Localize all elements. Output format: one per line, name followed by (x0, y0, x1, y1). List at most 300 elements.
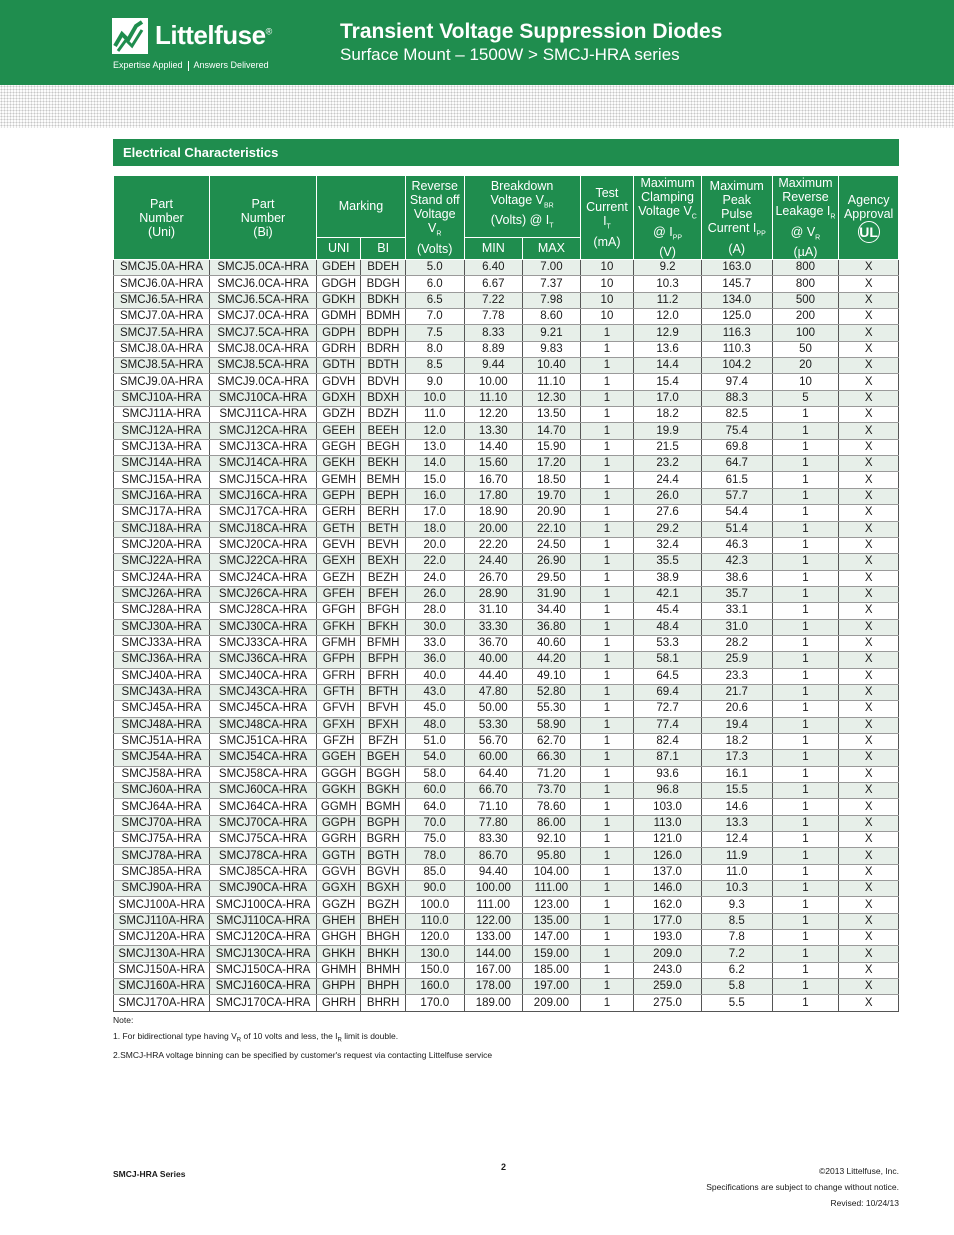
table-cell: SMCJ70CA-HRA (209, 815, 316, 831)
table-cell: X (839, 652, 899, 668)
table-cell: X (839, 260, 899, 276)
table-cell: 64.40 (464, 766, 523, 782)
table-cell: 96.8 (634, 783, 702, 799)
table-cell: 55.30 (523, 701, 581, 717)
table-cell: SMCJ9.0A-HRA (114, 374, 210, 390)
table-cell: 48.4 (634, 619, 702, 635)
table-cell: 1 (772, 750, 839, 766)
table-cell: SMCJ75A-HRA (114, 832, 210, 848)
col-vr: Reverse Stand off Voltage $V_R$ (Volts) (405, 176, 464, 260)
table-cell: GHPH (317, 979, 361, 995)
table-cell: 18.50 (523, 472, 581, 488)
table-cell: 167.00 (464, 962, 523, 978)
table-cell: BGZH (361, 897, 405, 913)
table-cell: 13.6 (634, 341, 702, 357)
table-cell: X (839, 537, 899, 553)
table-cell: 24.4 (634, 472, 702, 488)
table-cell: 10 (580, 276, 634, 292)
table-cell: 10.3 (701, 881, 772, 897)
table-cell: GGMH (317, 799, 361, 815)
table-cell: X (839, 570, 899, 586)
table-cell: 31.90 (523, 586, 581, 602)
table-cell: GGXH (317, 881, 361, 897)
table-cell: 71.10 (464, 799, 523, 815)
table-cell: 24.40 (464, 554, 523, 570)
table-cell: BDRH (361, 341, 405, 357)
table-cell: 36.70 (464, 635, 523, 651)
ul-recognized-icon: UL (858, 221, 880, 243)
table-cell: 1 (772, 488, 839, 504)
table-cell: SMCJ22CA-HRA (209, 554, 316, 570)
table-cell: 163.0 (701, 260, 772, 276)
table-cell: X (839, 668, 899, 684)
table-row (114, 619, 899, 635)
table-cell: 134.0 (701, 292, 772, 308)
table-cell: 15.4 (634, 374, 702, 390)
table-cell: BEPH (361, 488, 405, 504)
table-cell: 12.4 (701, 832, 772, 848)
table-cell: 44.40 (464, 668, 523, 684)
table-cell: SMCJ12A-HRA (114, 423, 210, 439)
table-cell: BETH (361, 521, 405, 537)
table-cell: BEGH (361, 439, 405, 455)
table-cell: 52.80 (523, 684, 581, 700)
footer-series: SMCJ-HRA Series (113, 1169, 186, 1179)
table-cell: 90.0 (405, 881, 464, 897)
table-cell: 147.00 (523, 930, 581, 946)
table-row (114, 897, 899, 913)
table-cell: SMCJ28A-HRA (114, 603, 210, 619)
table-cell: 14.40 (464, 439, 523, 455)
table-cell: SMCJ8.5CA-HRA (209, 358, 316, 374)
table-cell: 87.1 (634, 750, 702, 766)
table-cell: 14.6 (701, 799, 772, 815)
table-cell: 146.0 (634, 881, 702, 897)
table-row (114, 570, 899, 586)
table-cell: GGKH (317, 783, 361, 799)
table-cell: 111.00 (523, 881, 581, 897)
table-cell: SMCJ130CA-HRA (209, 946, 316, 962)
table-row (114, 701, 899, 717)
table-cell: 1 (580, 603, 634, 619)
table-cell: 20.00 (464, 521, 523, 537)
table-cell: 110.0 (405, 913, 464, 929)
table-cell: X (839, 505, 899, 521)
table-cell: SMCJ54A-HRA (114, 750, 210, 766)
table-cell: 14.0 (405, 456, 464, 472)
table-cell: X (839, 521, 899, 537)
table-cell: BFMH (361, 635, 405, 651)
table-cell: BGVH (361, 864, 405, 880)
table-cell: 275.0 (634, 995, 702, 1011)
table-cell: BFPH (361, 652, 405, 668)
table-cell: 85.0 (405, 864, 464, 880)
table-cell: SMCJ54CA-HRA (209, 750, 316, 766)
table-cell: SMCJ16A-HRA (114, 488, 210, 504)
table-cell: SMCJ170A-HRA (114, 995, 210, 1011)
table-cell: SMCJ11A-HRA (114, 407, 210, 423)
table-cell: 113.0 (634, 815, 702, 831)
table-cell: BHRH (361, 995, 405, 1011)
table-cell: SMCJ120A-HRA (114, 930, 210, 946)
table-cell: SMCJ160CA-HRA (209, 979, 316, 995)
table-cell: 83.30 (464, 832, 523, 848)
table-cell: BDMH (361, 309, 405, 325)
col-vc: Maximum Clamping Voltage $V_C$ @ $I_{PP}$ (V) (634, 176, 702, 260)
table-row (114, 260, 899, 276)
table-cell: SMCJ14A-HRA (114, 456, 210, 472)
table-cell: BDTH (361, 358, 405, 374)
table-cell: SMCJ28CA-HRA (209, 603, 316, 619)
table-row (114, 439, 899, 455)
table-cell: SMCJ17CA-HRA (209, 505, 316, 521)
table-cell: 6.2 (701, 962, 772, 978)
table-cell: SMCJ150CA-HRA (209, 962, 316, 978)
table-cell: 30.0 (405, 619, 464, 635)
table-cell: 13.30 (464, 423, 523, 439)
table-cell: 18.90 (464, 505, 523, 521)
col-ir: Maximum Reverse Leakage $I_R$ @ $V_R$ (µA) (772, 176, 839, 260)
table-cell: 21.7 (701, 684, 772, 700)
table-cell: GFPH (317, 652, 361, 668)
table-cell: 12.20 (464, 407, 523, 423)
table-cell: 31.10 (464, 603, 523, 619)
table-cell: 71.20 (523, 766, 581, 782)
table-cell: 95.80 (523, 848, 581, 864)
page-number: 2 (501, 1162, 507, 1172)
table-cell: SMCJ48CA-HRA (209, 717, 316, 733)
table-cell: 1 (580, 619, 634, 635)
table-cell: 1 (580, 995, 634, 1011)
table-cell: SMCJ14CA-HRA (209, 456, 316, 472)
table-cell: 1 (772, 521, 839, 537)
table-cell: 1 (580, 848, 634, 864)
table-cell: 1 (580, 717, 634, 733)
table-cell: 1 (580, 783, 634, 799)
table-cell: GDEH (317, 260, 361, 276)
table-cell: SMCJ20CA-HRA (209, 537, 316, 553)
table-cell: 60.00 (464, 750, 523, 766)
table-cell: 1 (580, 472, 634, 488)
table-row (114, 423, 899, 439)
table-cell: 1 (580, 864, 634, 880)
table-row (114, 537, 899, 553)
table-cell: 7.0 (405, 309, 464, 325)
table-cell: 7.5 (405, 325, 464, 341)
table-cell: SMCJ36A-HRA (114, 652, 210, 668)
table-cell: 144.00 (464, 946, 523, 962)
table-cell: 23.2 (634, 456, 702, 472)
table-cell: 209.00 (523, 995, 581, 1011)
table-cell: 42.3 (701, 554, 772, 570)
table-cell: 10 (580, 260, 634, 276)
table-cell: 1 (580, 897, 634, 913)
table-cell: SMCJ48A-HRA (114, 717, 210, 733)
table-cell: 500 (772, 292, 839, 308)
table-cell: 73.70 (523, 783, 581, 799)
table-cell: 1 (772, 652, 839, 668)
table-cell: 93.6 (634, 766, 702, 782)
table-cell: 58.90 (523, 717, 581, 733)
table-cell: BFRH (361, 668, 405, 684)
table-cell: 1 (772, 570, 839, 586)
table-cell: SMCJ110CA-HRA (209, 913, 316, 929)
table-cell: 133.00 (464, 930, 523, 946)
table-cell: GDZH (317, 407, 361, 423)
table-cell: 27.6 (634, 505, 702, 521)
table-cell: 13.3 (701, 815, 772, 831)
table-cell: X (839, 358, 899, 374)
table-cell: 10 (580, 292, 634, 308)
table-cell: SMCJ13A-HRA (114, 439, 210, 455)
col-part-uni: Part Number (Uni) (114, 176, 210, 260)
table-cell: SMCJ24A-HRA (114, 570, 210, 586)
table-cell: SMCJ51A-HRA (114, 733, 210, 749)
table-cell: 66.30 (523, 750, 581, 766)
table-cell: SMCJ58A-HRA (114, 766, 210, 782)
table-cell: 185.00 (523, 962, 581, 978)
table-cell: 66.70 (464, 783, 523, 799)
table-cell: 1 (772, 766, 839, 782)
table-cell: SMCJ7.5A-HRA (114, 325, 210, 341)
table-row (114, 848, 899, 864)
table-cell: GDMH (317, 309, 361, 325)
table-cell: 50 (772, 341, 839, 357)
table-cell: 12.30 (523, 390, 581, 406)
table-cell: 170.0 (405, 995, 464, 1011)
table-cell: 10 (772, 374, 839, 390)
table-cell: 69.4 (634, 684, 702, 700)
table-cell: 17.3 (701, 750, 772, 766)
table-cell: 54.4 (701, 505, 772, 521)
table-cell: BGGH (361, 766, 405, 782)
table-cell: 5.8 (701, 979, 772, 995)
table-cell: 35.7 (701, 586, 772, 602)
table-cell: 9.44 (464, 358, 523, 374)
table-row (114, 652, 899, 668)
table-cell: SMCJ85CA-HRA (209, 864, 316, 880)
table-cell: GDRH (317, 341, 361, 357)
col-marking-uni: UNI (317, 237, 361, 259)
table-row (114, 505, 899, 521)
table-cell: 1 (580, 946, 634, 962)
table-cell: 70.0 (405, 815, 464, 831)
table-cell: 75.0 (405, 832, 464, 848)
table-cell: 15.90 (523, 439, 581, 455)
table-cell: 243.0 (634, 962, 702, 978)
table-cell: GGGH (317, 766, 361, 782)
table-cell: 64.7 (701, 456, 772, 472)
table-cell: 1 (580, 930, 634, 946)
table-cell: 16.0 (405, 488, 464, 504)
table-cell: 121.0 (634, 832, 702, 848)
table-cell: GEGH (317, 439, 361, 455)
table-cell: 31.0 (701, 619, 772, 635)
table-cell: 11.2 (634, 292, 702, 308)
table-cell: 5.0 (405, 260, 464, 276)
table-cell: SMCJ130A-HRA (114, 946, 210, 962)
table-cell: BGMH (361, 799, 405, 815)
table-cell: 20.0 (405, 537, 464, 553)
table-cell: SMCJ12CA-HRA (209, 423, 316, 439)
table-cell: SMCJ11CA-HRA (209, 407, 316, 423)
table-cell: SMCJ9.0CA-HRA (209, 374, 316, 390)
table-cell: 53.3 (634, 635, 702, 651)
table-cell: 16.70 (464, 472, 523, 488)
table-cell: X (839, 603, 899, 619)
table-row (114, 456, 899, 472)
table-row (114, 325, 899, 341)
table-cell: 1 (580, 766, 634, 782)
table-cell: 1 (580, 881, 634, 897)
table-cell: GFZH (317, 733, 361, 749)
table-row (114, 276, 899, 292)
table-row (114, 603, 899, 619)
table-cell: 64.0 (405, 799, 464, 815)
table-cell: SMCJ26A-HRA (114, 586, 210, 602)
table-cell: BEZH (361, 570, 405, 586)
table-cell: 1 (580, 505, 634, 521)
table-cell: BFTH (361, 684, 405, 700)
table-cell: 24.0 (405, 570, 464, 586)
table-cell: 8.5 (405, 358, 464, 374)
notes-heading: Note: (113, 1015, 134, 1025)
table-cell: 1 (772, 897, 839, 913)
table-cell: 7.37 (523, 276, 581, 292)
table-cell: 130.0 (405, 946, 464, 962)
table-cell: GGEH (317, 750, 361, 766)
table-cell: BGEH (361, 750, 405, 766)
table-cell: SMCJ85A-HRA (114, 864, 210, 880)
table-cell: 11.0 (701, 864, 772, 880)
table-cell: 100.00 (464, 881, 523, 897)
table-cell: X (839, 325, 899, 341)
table-cell: 145.7 (701, 276, 772, 292)
table-cell: 77.80 (464, 815, 523, 831)
table-cell: 1 (772, 505, 839, 521)
table-cell: 7.8 (701, 930, 772, 946)
table-cell: 38.6 (701, 570, 772, 586)
table-cell: GGPH (317, 815, 361, 831)
table-cell: SMCJ7.5CA-HRA (209, 325, 316, 341)
table-cell: BHKH (361, 946, 405, 962)
table-cell: BDKH (361, 292, 405, 308)
table-cell: 97.4 (701, 374, 772, 390)
table-cell: SMCJ15A-HRA (114, 472, 210, 488)
table-cell: 1 (772, 881, 839, 897)
table-cell: 33.1 (701, 603, 772, 619)
table-cell: 110.3 (701, 341, 772, 357)
table-cell: X (839, 815, 899, 831)
table-cell: GEPH (317, 488, 361, 504)
table-cell: BGRH (361, 832, 405, 848)
table-cell: 150.0 (405, 962, 464, 978)
table-cell: BHPH (361, 979, 405, 995)
table-row (114, 864, 899, 880)
table-cell: 1 (772, 439, 839, 455)
table-cell: 1 (580, 570, 634, 586)
table-cell: 47.80 (464, 684, 523, 700)
table-cell: SMCJ13CA-HRA (209, 439, 316, 455)
table-row (114, 946, 899, 962)
table-cell: BHGH (361, 930, 405, 946)
table-cell: 1 (772, 537, 839, 553)
table-cell: 1 (772, 946, 839, 962)
table-cell: 1 (580, 979, 634, 995)
table-cell: BDGH (361, 276, 405, 292)
table-cell: SMCJ100A-HRA (114, 897, 210, 913)
table-row (114, 799, 899, 815)
table-row (114, 407, 899, 423)
table-cell: 178.00 (464, 979, 523, 995)
table-cell: 1 (580, 554, 634, 570)
table-cell: 10 (580, 309, 634, 325)
table-cell: SMCJ22A-HRA (114, 554, 210, 570)
table-cell: X (839, 341, 899, 357)
table-cell: 1 (772, 423, 839, 439)
table-row (114, 684, 899, 700)
table-cell: BEEH (361, 423, 405, 439)
table-row (114, 962, 899, 978)
table-cell: 9.21 (523, 325, 581, 341)
table-cell: SMCJ8.0CA-HRA (209, 341, 316, 357)
table-cell: X (839, 472, 899, 488)
table-cell: 100.0 (405, 897, 464, 913)
table-cell: 36.80 (523, 619, 581, 635)
table-cell: 10.0 (405, 390, 464, 406)
col-agency: Agency Approval UL (839, 176, 899, 260)
table-cell: X (839, 913, 899, 929)
table-cell: 69.8 (701, 439, 772, 455)
table-cell: SMCJ40CA-HRA (209, 668, 316, 684)
table-cell: 1 (772, 407, 839, 423)
table-cell: X (839, 864, 899, 880)
table-row (114, 358, 899, 374)
table-cell: 1 (772, 701, 839, 717)
table-cell: 111.00 (464, 897, 523, 913)
table-cell: BFVH (361, 701, 405, 717)
col-marking-bi: BI (361, 237, 405, 259)
table-cell: SMCJ43CA-HRA (209, 684, 316, 700)
table-cell: 1 (772, 717, 839, 733)
table-cell: 21.5 (634, 439, 702, 455)
table-cell: SMCJ58CA-HRA (209, 766, 316, 782)
table-cell: 22.20 (464, 537, 523, 553)
table-cell: 45.4 (634, 603, 702, 619)
table-cell: 18.0 (405, 521, 464, 537)
table-cell: SMCJ7.0A-HRA (114, 309, 210, 325)
table-cell: BEVH (361, 537, 405, 553)
table-cell: 1 (772, 668, 839, 684)
table-cell: X (839, 374, 899, 390)
table-cell: 5 (772, 390, 839, 406)
table-cell: 11.10 (464, 390, 523, 406)
table-cell: SMCJ33CA-HRA (209, 635, 316, 651)
table-cell: 23.3 (701, 668, 772, 684)
table-cell: GEZH (317, 570, 361, 586)
table-cell: 1 (772, 783, 839, 799)
table-cell: 1 (580, 456, 634, 472)
table-cell: 58.0 (405, 766, 464, 782)
table-cell: 1 (772, 456, 839, 472)
table-cell: GHMH (317, 962, 361, 978)
table-cell: 10.3 (634, 276, 702, 292)
electrical-characteristics-table (113, 175, 899, 1012)
table-cell: GDTH (317, 358, 361, 374)
table-cell: 200 (772, 309, 839, 325)
table-cell: SMCJ10A-HRA (114, 390, 210, 406)
table-cell: SMCJ16CA-HRA (209, 488, 316, 504)
